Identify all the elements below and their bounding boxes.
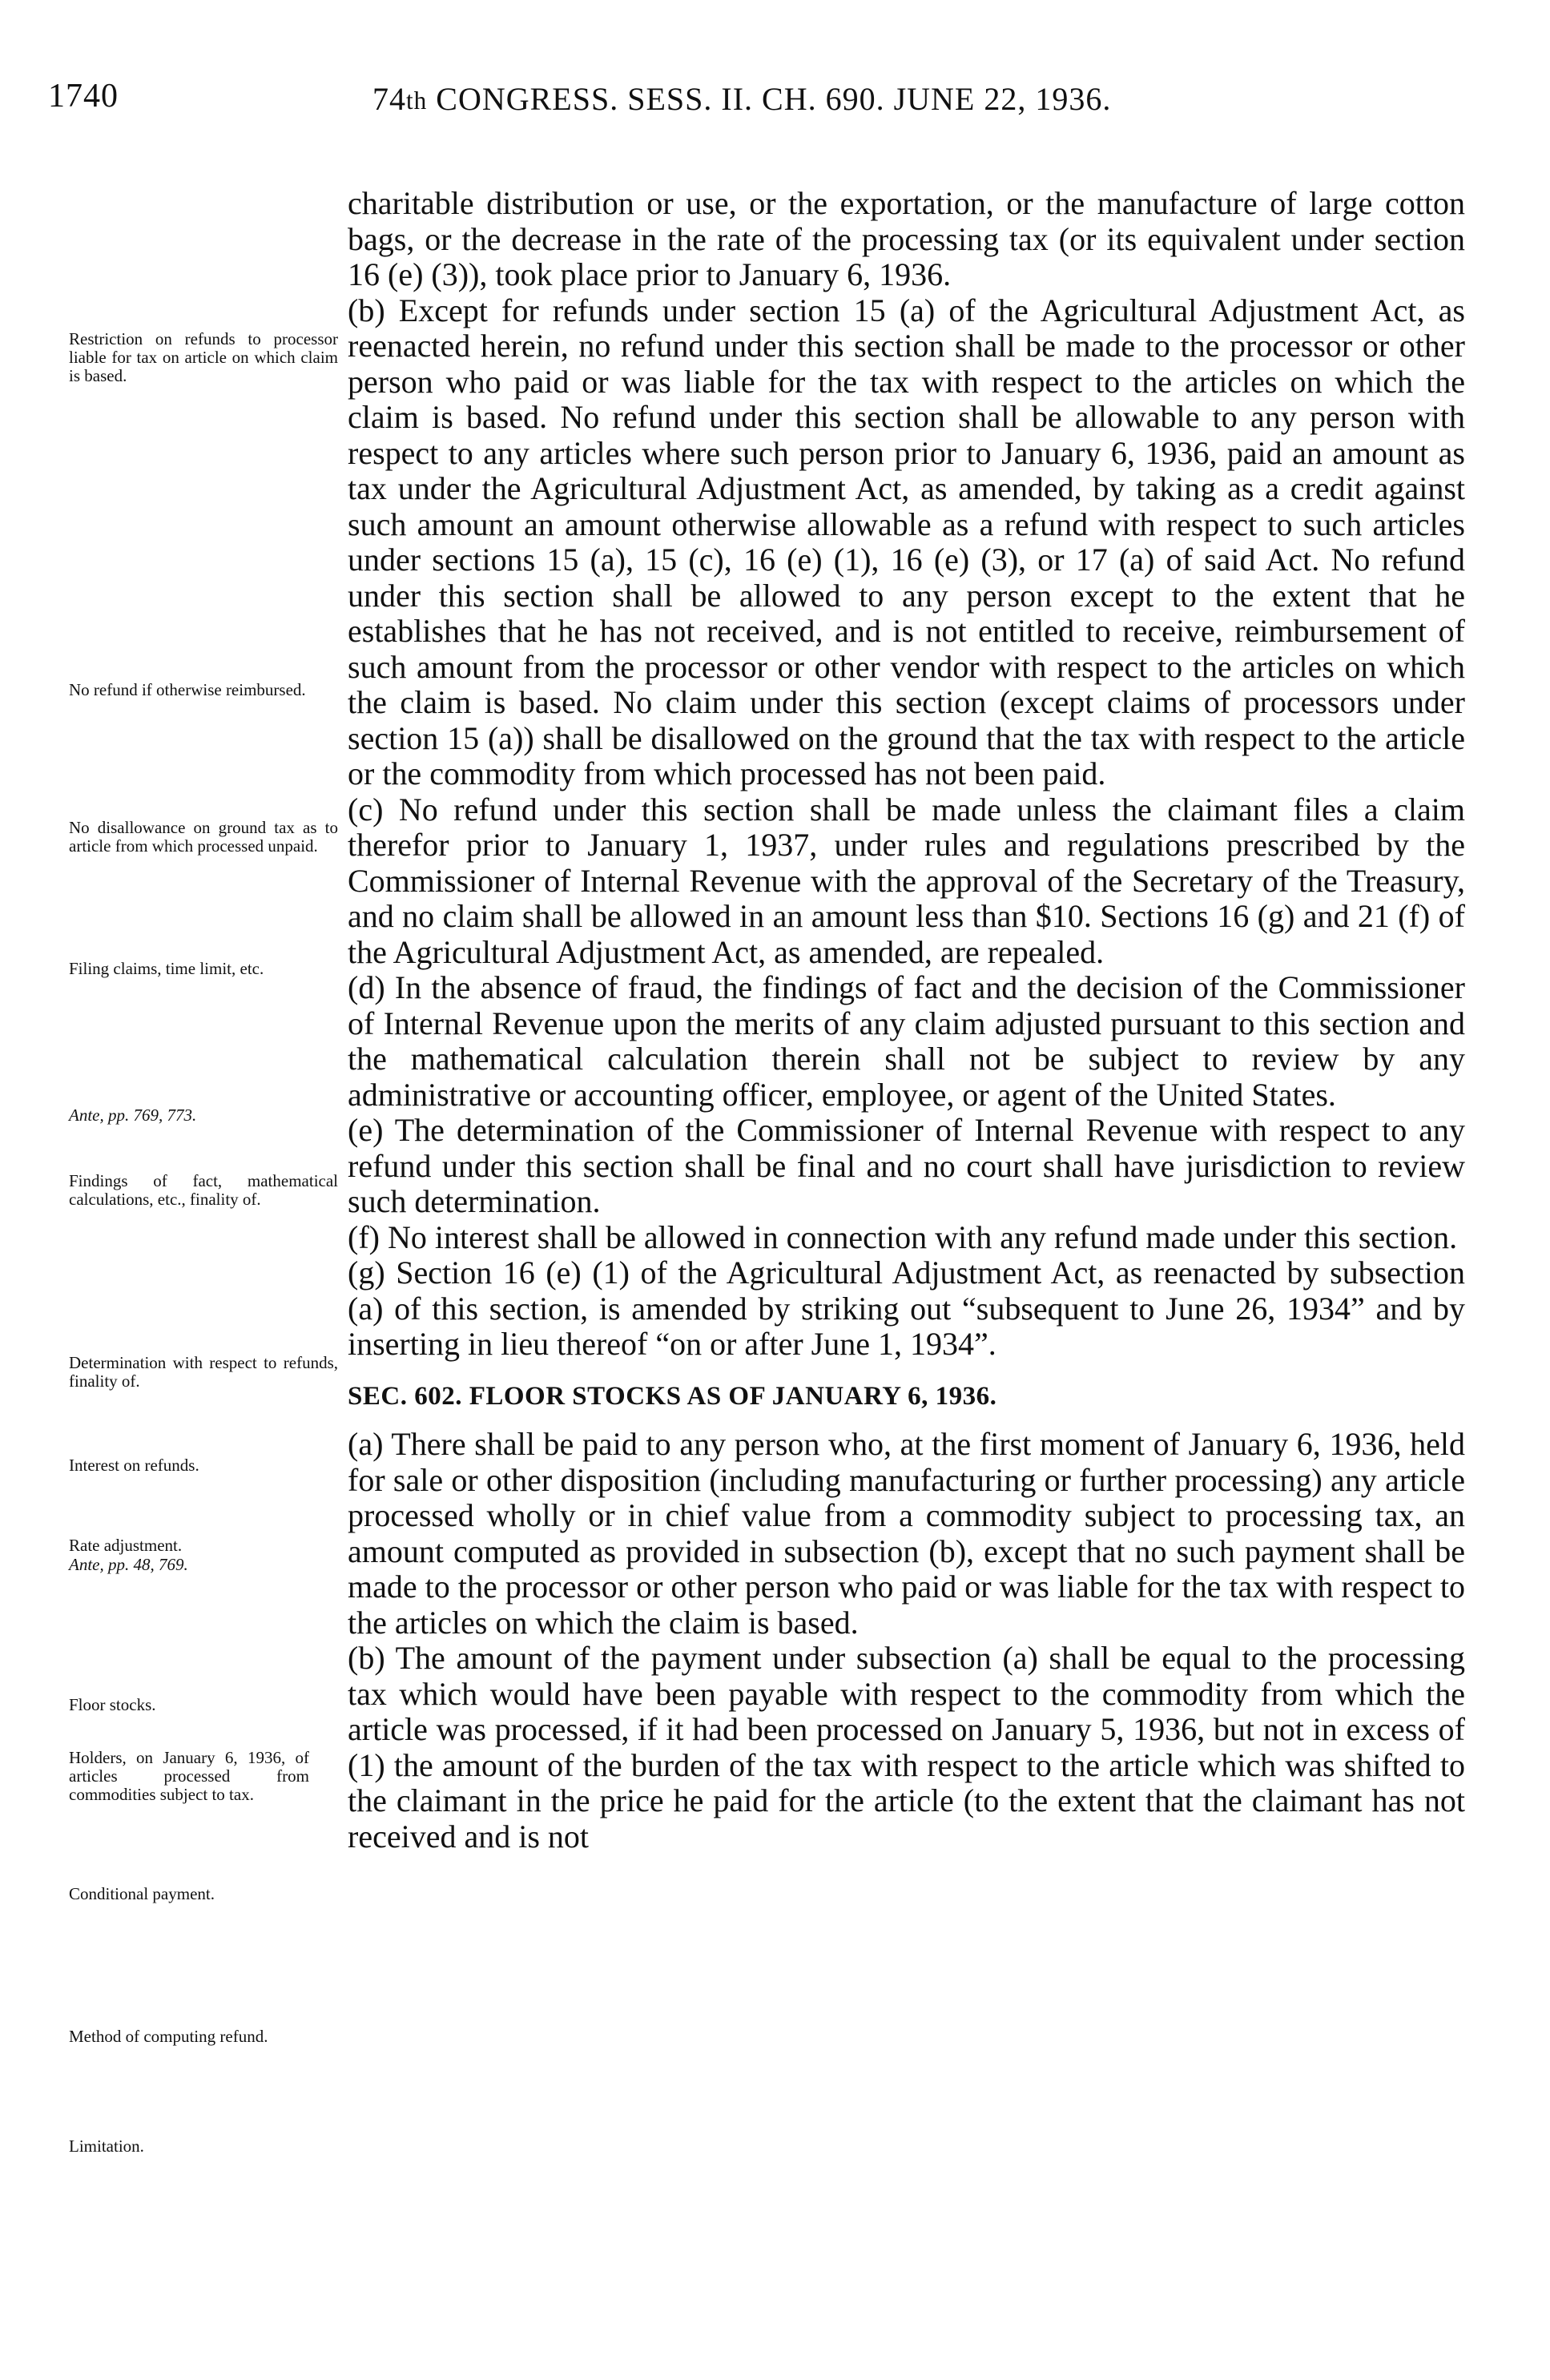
margin-note-filing: Filing claims, time limit, etc. (69, 959, 264, 978)
para-b: (b) Except for refunds under section 15 (a) of the Agricultural Adjustment Act, as reenacted herein, no refund under this section shall be made to the processor or other person who paid or was liable for the tax with respect to the articles on which the claim is based. No refund under this section shall be allowable to any person with respect to any articles where such person prior to January 6, 1936, paid an amount as tax under the Agricultural Adjustment Act, as amended, by taking as a credit against such amount an amount otherwise allowable as a refund with respect to such articles under sections 15 (a), 15 (c), 16 (e) (1), 16 (e) (3), or 17 (a) of said Act. No refund under this section shall be allowed to any person except to the extent that he establishes that he has not received, and is not entitled to receive, reimbursement of such amount from the processor or other vendor with respect to the articles on which the claim is based. No claim under this section (except claims of processors under section 15 (a)) shall be disallowed on the ground that the tax with respect to the article or the commodity from which processed has not been paid. (348, 292, 1465, 791)
para-602-a: (a) There shall be paid to any person who, at the first moment of January 6, 1936, held for sale or other disposition (including manufacturing or further processing) any article processed wholly or in chief value from a commodity subject to processing tax, an amount computed as provided in subsection (b), except that no such payment shall be made to the processor or other person who paid or was liable for the tax with respect to the articles on which the claim is based. (348, 1426, 1465, 1641)
para-g: (g) Section 16 (e) (1) of the Agricultural Adjustment Act, as reenacted by subsection (a) of this section, is amended by striking out “subsequent to June 26, 1934” and by inserting in lieu thereof “on or after June 1, 1934”. (348, 1254, 1465, 1362)
margin-note-determination: Determination with respect to refunds, finality of. (69, 1353, 338, 1391)
margin-note-ante-1: Ante, pp. 769, 773. (69, 1105, 197, 1125)
running-head-suffix: th (406, 86, 428, 115)
page-number: 1740 (48, 78, 119, 115)
margin-note-disallowance: No disallowance on ground tax as to article from which processed unpaid. (69, 818, 338, 856)
margin-note-ante-2: Ante, pp. 48, 769. (69, 1555, 188, 1574)
margin-note-limitation: Limitation. (69, 2136, 144, 2156)
para-d: (d) In the absence of fraud, the findings of fact and the decision of the Commissioner of Internal Revenue upon the merits of any claim adjusted pursuant to this section and the mathematical calculation therein shall not be subject to review by any administrative or accounting officer, employee, or agent of the United States. (348, 969, 1465, 1113)
margin-note-findings: Findings of fact, mathematical calculations, etc., finality of. (69, 1171, 338, 1209)
para-602-b: (b) The amount of the payment under subsection (a) shall be equal to the processing tax which would have been payable with respect to the commodity from which the article was processed, if it had been processed on January 5, 1936, but not in excess of (1) the amount of the burden of the tax with respect to the article which was shifted to the claimant in the price he paid for the article (to the extent that the claimant has not received and is not (348, 1640, 1465, 1854)
margin-note-restriction: Restriction on refunds to processor liable for tax on article on which claim is based. (69, 329, 338, 385)
para-c: (c) No refund under this section shall be made unless the claimant files a claim therefor prior to January 1, 1937, under rules and regulations prescribed by the Commissioner of Internal Revenue with the approval of the Secretary of the Treasury, and no claim shall be allowed in an amount less than $10. Sections 16 (g) and 21 (f) of the Agricultural Adjustment Act, as amended, are repealed. (348, 791, 1465, 970)
para-e: (e) The determination of the Commissioner of Internal Revenue with respect to any refund under this section shall be final and no court shall have jurisdiction to review such determination. (348, 1112, 1465, 1219)
margin-note-interest: Interest on refunds. (69, 1456, 199, 1475)
para-f: (f) No interest shall be allowed in connection with any refund made under this section. (348, 1218, 1458, 1255)
running-head-rest: CONGRESS. SESS. II. CH. 690. JUNE 22, 1936. (427, 81, 1112, 117)
main-text (348, 186, 1465, 1854)
running-head-ordinal: 74 (372, 81, 406, 117)
margin-note-method: Method of computing refund. (69, 2027, 268, 2046)
section-heading: SEC. 602. FLOOR STOCKS AS OF JANUARY 6, 1936. (348, 1381, 997, 1411)
margin-note-holders: Holders, on January 6, 1936, of articles processed from commodities subject to tax. (69, 1748, 309, 1804)
margin-note-floor: Floor stocks. (69, 1695, 156, 1714)
margin-note-reimbursed: No refund if otherwise reimbursed. (69, 680, 306, 699)
para-continuation: charitable distribution or use, or the exportation, or the manufacture of large cotton bags, or the decrease in the rate of the processing tax (or its equivalent under section 16 (e) (3)), took place prior to January 6, 1936. (348, 185, 1465, 292)
running-head (372, 80, 1111, 118)
margin-note-conditional: Conditional payment. (69, 1884, 215, 1903)
margin-note-rate: Rate adjustment. (69, 1536, 183, 1555)
